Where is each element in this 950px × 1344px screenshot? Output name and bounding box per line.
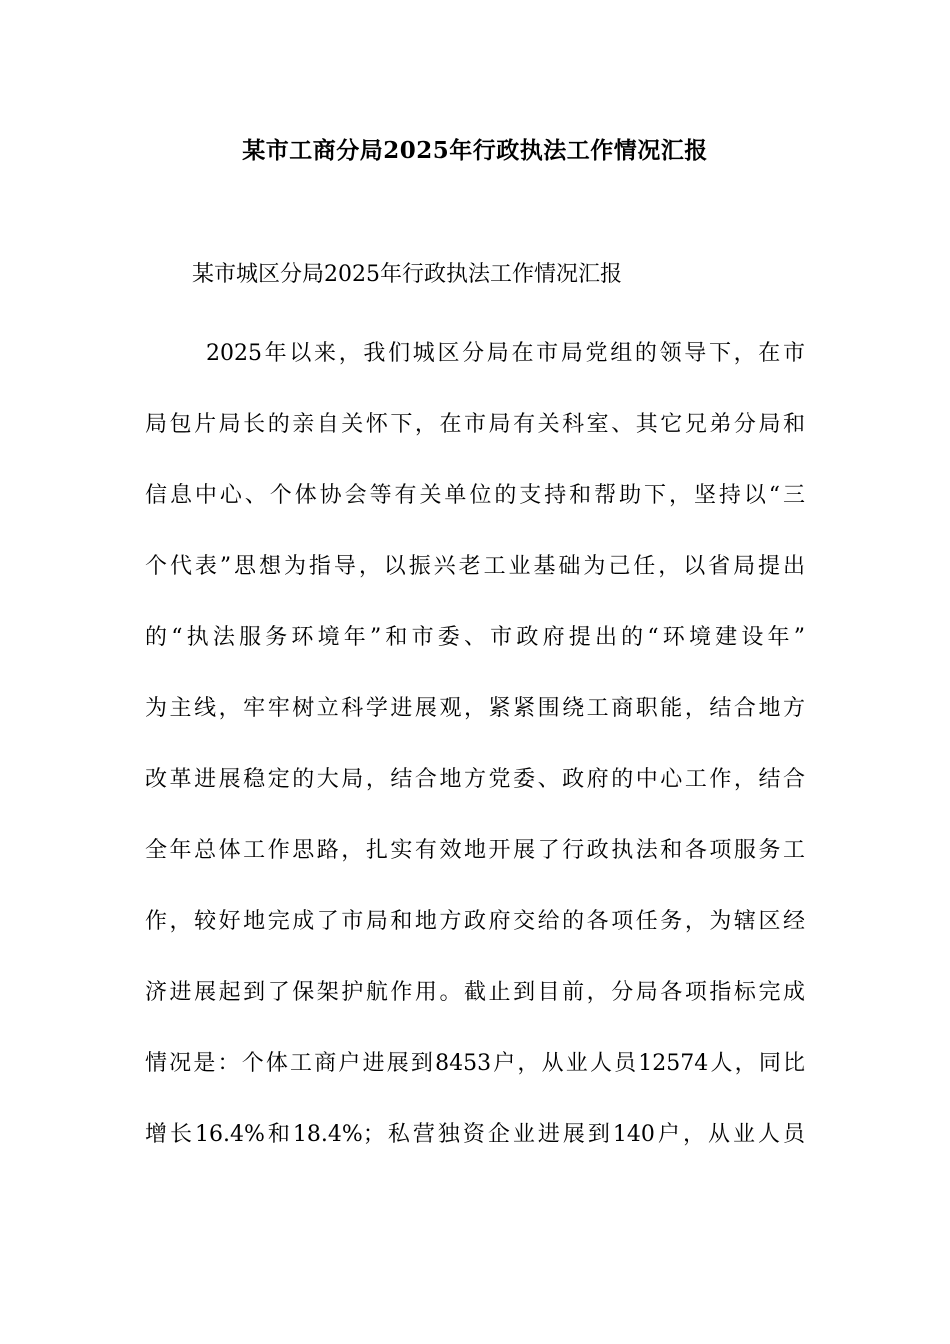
paragraph-line: 增长16.4%和18.4%；私营独资企业进展到140户，从业人员 <box>145 1122 805 1147</box>
paragraph-line: 全年总体工作思路，扎实有效地开展了行政执法和各项服务工 <box>145 838 805 863</box>
paragraph-line: 为主线，牢牢树立科学进展观，紧紧围绕工商职能，结合地方 <box>145 696 805 721</box>
paragraph-line: 的“执法服务环境年”和市委、市政府提出的“环境建设年” <box>145 625 805 650</box>
paragraph-line: 改革进展稳定的大局，结合地方党委、政府的中心工作，结合 <box>145 767 805 792</box>
paragraph-line: 个代表”思想为指导，以振兴老工业基础为己任，以省局提出 <box>145 554 805 579</box>
paragraph-line: 信息中心、个体协会等有关单位的支持和帮助下，坚持以“三 <box>145 483 805 508</box>
document-subtitle: 某市城区分局2025年行政执法工作情况汇报 <box>192 262 622 287</box>
paragraph-line: 济进展起到了保架护航作用。截止到目前，分局各项指标完成 <box>145 980 805 1005</box>
paragraph-line: 作，较好地完成了市局和地方政府交给的各项任务，为辖区经 <box>145 909 805 934</box>
paragraph-line: 2025年以来，我们城区分局在市局党组的领导下，在市 <box>206 341 805 366</box>
paragraph-line: 局包片局长的亲自关怀下，在市局有关科室、其它兄弟分局和 <box>145 412 805 437</box>
document-title: 某市工商分局2025年行政执法工作情况汇报 <box>242 137 708 164</box>
paragraph-line: 情况是：个体工商户进展到8453户，从业人员12574人，同比 <box>145 1051 805 1076</box>
